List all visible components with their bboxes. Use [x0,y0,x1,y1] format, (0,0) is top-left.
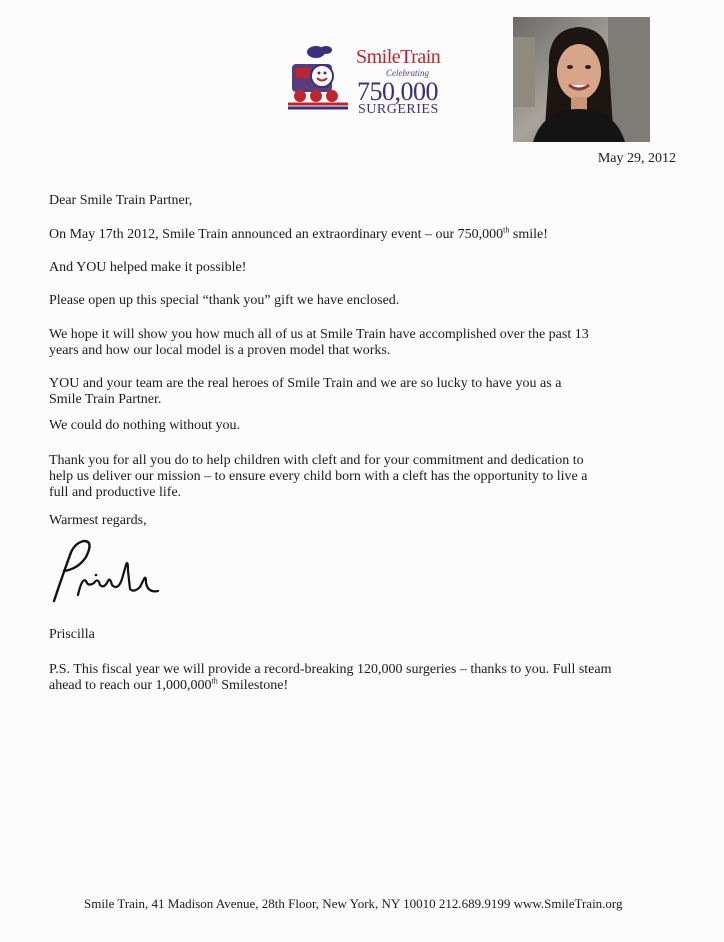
p4-line2: years and how our local model is a proven model that works. [49,343,391,358]
logo-smile-text: Smile [356,46,401,68]
paragraph-nothing-without-you: We could do nothing without you. [49,418,240,433]
p7-line2: help us deliver our mission – to ensure every child born with a cleft has the opportunity to live a [49,469,588,484]
paragraph-announcement [49,227,649,243]
letter-footer-address: Smile Train, 41 Madison Avenue, 28th Floor, New York, NY 10010 212.689.9199 www.SmileTrain.org [84,896,623,911]
paragraph-thank-you [49,453,649,501]
p5-line1: YOU and your team are the real heroes of Smile Train and we are so lucky to have you as a [49,376,562,391]
ps-line2 [49,678,649,694]
signature-image [48,537,168,607]
postscript [49,662,649,694]
p1-superscript: th [503,225,510,235]
logo-train-text: Train [400,46,441,68]
paragraph-gift: Please open up this special “thank you” gift we have enclosed. [49,293,400,308]
paragraph-helped: And YOU helped make it possible! [49,260,247,275]
p7-line3: full and productive life. [49,485,182,500]
ps-superscript: th [211,676,218,686]
salutation: Dear Smile Train Partner, [49,193,193,208]
train-logo-icon [286,44,354,112]
ps-line1: P.S. This fiscal year we will provide a record-breaking 120,000 surgeries – thanks to you. Full steam [49,662,612,677]
logo-surgeries: SURGERIES [358,102,439,117]
logo-celebrating: Celebrating [386,68,429,78]
paragraph-accomplished [49,327,649,359]
logo-brand [356,46,440,69]
p5-line2: Smile Train Partner. [49,392,162,407]
p7-line1: Thank you for all you do to help children with cleft and for your commitment and dedication to [49,453,584,468]
signer-name: Priscilla [49,627,95,642]
ps-line2-end: Smilestone! [217,678,289,693]
p1-text-end: smile! [509,227,548,242]
portrait-photo [513,17,650,142]
logo-count: 750,000 [357,77,438,106]
ps-line2-text: ahead to reach our 1,000,000 [49,678,212,693]
p4-line1: We hope it will show you how much all of us at Smile Train have accomplished over the past 13 [49,327,589,342]
letter-date: May 29, 2012 [597,151,676,166]
p1-text: On May 17th 2012, Smile Train announced an extraordinary event – our 750,000 [49,227,504,242]
paragraph-heroes [49,376,649,408]
closing: Warmest regards, [49,513,147,528]
smile-train-logo [286,44,456,116]
